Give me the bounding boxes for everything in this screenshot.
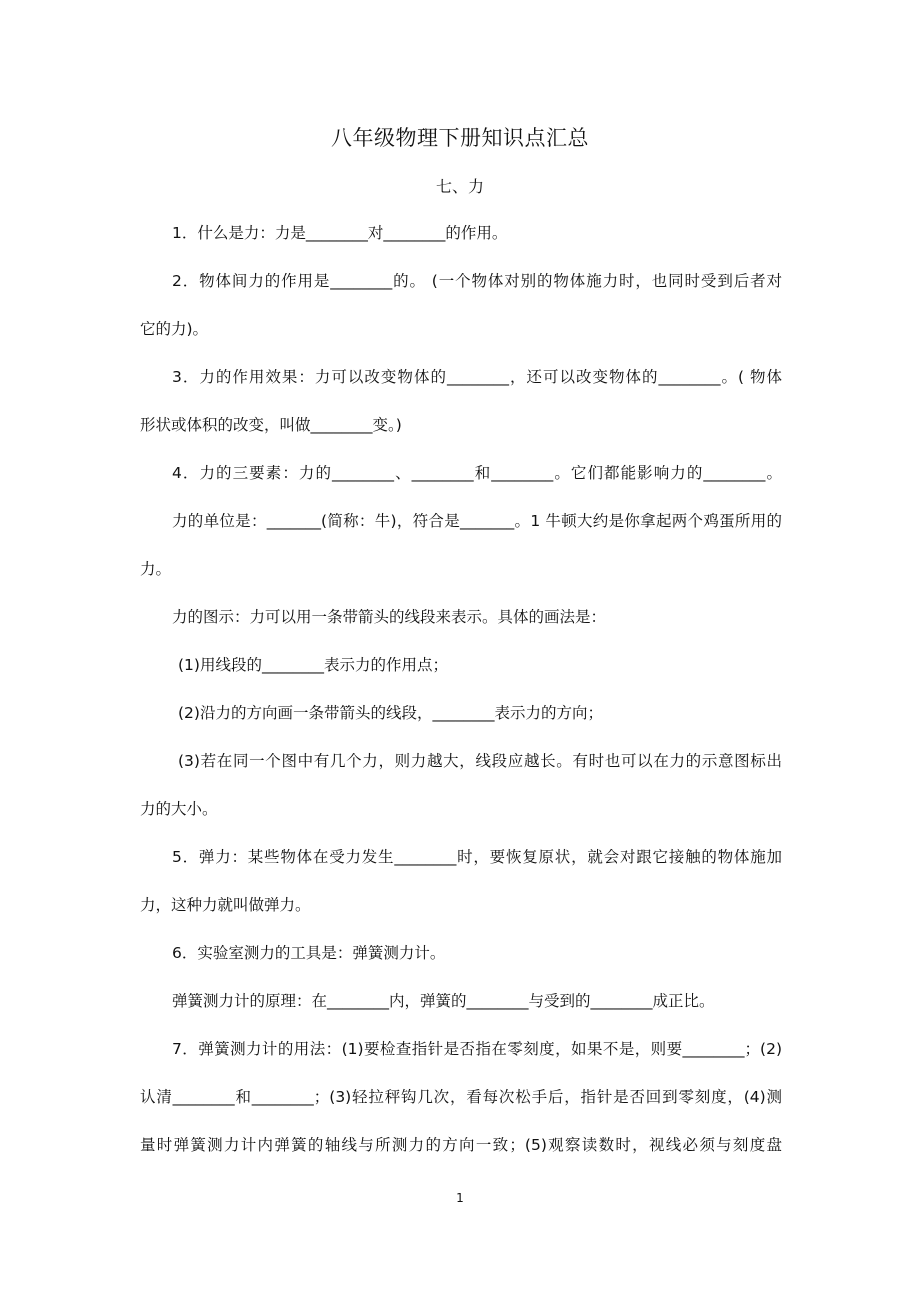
document-title: 八年级物理下册知识点汇总 — [331, 126, 589, 150]
text-line: 弹簧测力计的原理：在________内，弹簧的________与受到的________成正比。 — [172, 992, 715, 1010]
section-heading: 七、力 — [435, 177, 484, 196]
text-line: 1．什么是力：力是________对________的作用。 — [172, 224, 508, 242]
text-line: 5．弹力：某些物体在受力发生________时，要恢复原状，就会对跟它接触的物体施加 — [172, 848, 782, 866]
text-line: 力的图示：力可以用一条带箭头的线段来表示。具体的画法是： — [172, 608, 607, 626]
text-line: 力。 — [140, 560, 172, 578]
text-line: 它的力)。 — [140, 320, 209, 338]
text-line: (1)用线段的________表示力的作用点； — [178, 656, 448, 674]
page-number: 1 — [456, 1191, 464, 1205]
text-line: 3．力的作用效果：力可以改变物体的________，还可以改变物体的________。( 物体 — [172, 368, 782, 386]
text-line: (3)若在同一个图中有几个力，则力越大，线段应越长。有时也可以在力的示意图标出 — [178, 752, 782, 770]
text-line: 7．弹簧测力计的用法：(1)要检查指针是否指在零刻度，如果不是，则要________；(2) — [172, 1040, 782, 1058]
text-line: 认清________和________；(3)轻拉秤钩几次，看每次松手后，指针是否回到零刻度，(4)测 — [140, 1088, 782, 1106]
text-line: 4．力的三要素：力的________、________和________。它们都能影响力的________。 — [172, 464, 782, 482]
text-line: 形状或体积的改变，叫做________变。) — [140, 416, 402, 434]
text-line: 量时弹簧测力计内弹簧的轴线与所测力的方向一致；(5)观察读数时，视线必须与刻度盘 — [140, 1136, 782, 1154]
text-line: 2．物体间力的作用是________的。 (一个物体对别的物体施力时，也同时受到后者对 — [172, 272, 782, 290]
text-line: (2)沿力的方向画一条带箭头的线段，________表示力的方向； — [178, 704, 603, 722]
text-line: 6．实验室测力的工具是：弹簧测力计。 — [172, 944, 446, 962]
text-line: 力的单位是：_______(简称：牛)，符合是_______。1 牛顿大约是你拿起两个鸡蛋所用的 — [172, 512, 782, 530]
text-line: 力，这种力就叫做弹力。 — [140, 896, 311, 914]
text-line: 力的大小。 — [140, 800, 218, 818]
